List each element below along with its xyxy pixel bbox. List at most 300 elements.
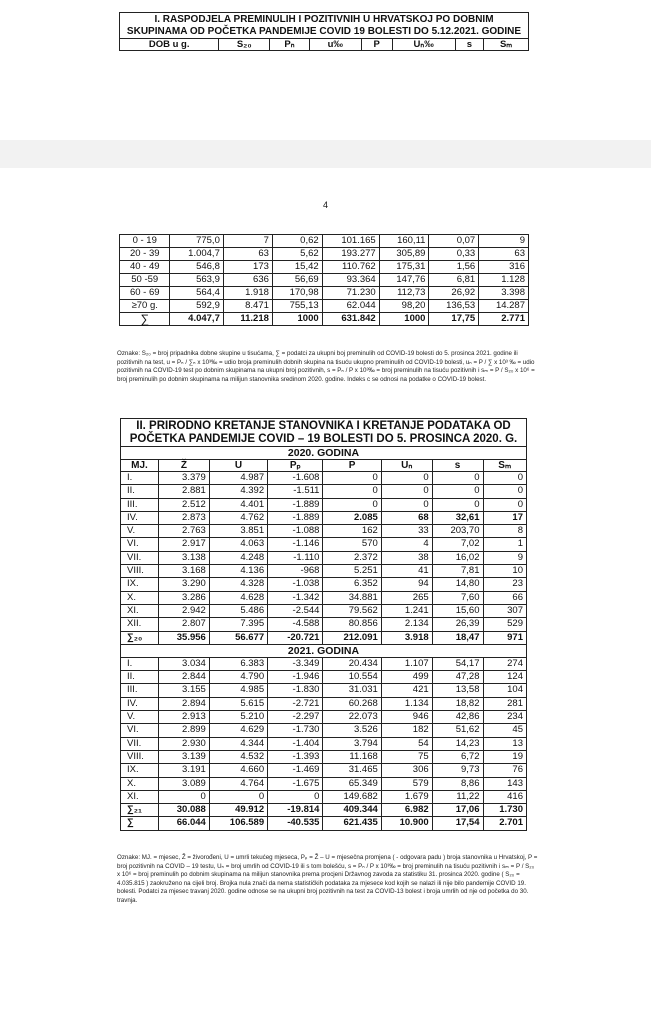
table-cell: 175,31 [379, 261, 429, 274]
table-cell: 2.763 [158, 525, 209, 538]
table-cell: 47,28 [432, 671, 483, 684]
table-cell: 4.987 [209, 472, 267, 485]
table-cell: 20.434 [323, 657, 381, 670]
table-cell: 636 [223, 274, 272, 287]
table-cell: 26,39 [432, 618, 483, 631]
table-cell: 755,13 [272, 300, 322, 313]
table-cell: 1,56 [429, 261, 479, 274]
table-cell: 23 [483, 578, 527, 591]
table-row [121, 538, 527, 551]
table-cell: 26,92 [429, 287, 479, 300]
table-cell: 306 [381, 764, 432, 777]
table-cell: 1 [483, 538, 527, 551]
table-cell: 38 [381, 551, 432, 564]
table-cell: 19 [483, 750, 527, 763]
table-cell: 66 [483, 591, 527, 604]
table-cell: 3.191 [158, 764, 209, 777]
table-cell: 2.873 [158, 511, 209, 524]
table-cell: 31.465 [323, 764, 381, 777]
table-cell: 76 [483, 764, 527, 777]
table-cell: 2.372 [323, 551, 381, 564]
table-cell: 1.004,7 [170, 248, 223, 261]
table-cell: XI. [121, 604, 159, 617]
table-cell: 136,53 [429, 300, 479, 313]
table-cell: 193.277 [322, 248, 379, 261]
table-cell: 0 - 19 [120, 235, 170, 248]
table-cell: 0 [158, 790, 209, 803]
table-cell: 2.942 [158, 604, 209, 617]
table-cell: 4.985 [209, 684, 267, 697]
table-cell: 563,9 [170, 274, 223, 287]
table-cell: 265 [381, 591, 432, 604]
table-cell: 63 [223, 248, 272, 261]
table-cell: -1.730 [268, 724, 323, 737]
table-cell: 42,86 [432, 711, 483, 724]
table-cell: -1.889 [268, 511, 323, 524]
table-cell: X. [121, 591, 159, 604]
table-cell: -3.349 [268, 657, 323, 670]
table-cell: 1.918 [223, 287, 272, 300]
table-cell: 32,61 [432, 511, 483, 524]
table-row [120, 274, 529, 287]
table-cell: 775,0 [170, 235, 223, 248]
table-cell: 3.526 [323, 724, 381, 737]
age-distribution-table [119, 234, 529, 326]
table-cell: 162 [323, 525, 381, 538]
table-cell: 4.248 [209, 551, 267, 564]
table-cell: 5.486 [209, 604, 267, 617]
table-cell: 0 [323, 498, 381, 511]
col-header: S₂₀ [219, 39, 270, 51]
table-cell: 4.063 [209, 538, 267, 551]
table-cell: -1.088 [268, 525, 323, 538]
table-cell: X. [121, 777, 159, 790]
table-cell: 160,11 [379, 235, 429, 248]
table-cell: 0 [381, 472, 432, 485]
table-cell: 971 [483, 631, 527, 644]
table-cell: 1.107 [381, 657, 432, 670]
table-cell: 8,86 [432, 777, 483, 790]
table-cell: 0 [432, 485, 483, 498]
table-cell: -1.469 [268, 764, 323, 777]
table-cell: 2.844 [158, 671, 209, 684]
table-row [120, 235, 529, 248]
table-cell: 3.034 [158, 657, 209, 670]
table-cell: 274 [483, 657, 527, 670]
table-cell: 65.349 [323, 777, 381, 790]
table-cell: 5,62 [272, 248, 322, 261]
header-row [120, 39, 529, 51]
sum-row [121, 804, 527, 817]
table-cell: 51,62 [432, 724, 483, 737]
table-cell: ∑₂₀ [121, 631, 159, 644]
table-cell: 0 [268, 790, 323, 803]
table-cell: 4.047,7 [170, 313, 223, 326]
table-cell: 15,60 [432, 604, 483, 617]
table-cell: 2.913 [158, 711, 209, 724]
table-cell: 6,81 [429, 274, 479, 287]
table-row [121, 618, 527, 631]
table-cell: 4.392 [209, 485, 267, 498]
table-cell: 1000 [272, 313, 322, 326]
table-cell: 11.218 [223, 313, 272, 326]
table-cell: 17,75 [429, 313, 479, 326]
table-cell: 0 [432, 498, 483, 511]
table-cell: 9,73 [432, 764, 483, 777]
table-cell: 3.168 [158, 565, 209, 578]
table-cell: -1.946 [268, 671, 323, 684]
table-cell: 10.554 [323, 671, 381, 684]
table-cell: 14,23 [432, 737, 483, 750]
table-cell: 8 [483, 525, 527, 538]
table-cell: 110.762 [322, 261, 379, 274]
table-cell: 0 [483, 485, 527, 498]
table-cell: 2.807 [158, 618, 209, 631]
table-cell: XI. [121, 790, 159, 803]
table-cell: 80.856 [323, 618, 381, 631]
table-cell: 9 [479, 235, 529, 248]
table-cell: VIII. [121, 750, 159, 763]
table-cell: -1.110 [268, 551, 323, 564]
table-cell: 17,54 [432, 817, 483, 830]
table-cell: VI. [121, 724, 159, 737]
table-cell: 41 [381, 565, 432, 578]
table-row [121, 657, 527, 670]
table-row [121, 511, 527, 524]
table-cell: 570 [323, 538, 381, 551]
table-cell: 592,9 [170, 300, 223, 313]
table-cell: 4.762 [209, 511, 267, 524]
table-cell: 30.088 [158, 804, 209, 817]
table-cell: 4.328 [209, 578, 267, 591]
col-header: Uₙ [381, 460, 432, 472]
table-cell: -1.830 [268, 684, 323, 697]
table-cell: 631.842 [322, 313, 379, 326]
table-cell: 3.138 [158, 551, 209, 564]
table-row [120, 287, 529, 300]
table-cell: 3.155 [158, 684, 209, 697]
table-row [121, 724, 527, 737]
table-cell: 0 [381, 485, 432, 498]
table-cell: I. [121, 472, 159, 485]
table-row [121, 671, 527, 684]
table-cell: III. [121, 498, 159, 511]
table-cell: 149.682 [323, 790, 381, 803]
table-cell: 4.790 [209, 671, 267, 684]
table-cell: III. [121, 684, 159, 697]
population-movement-table [120, 418, 527, 831]
table-cell: 60.268 [323, 697, 381, 710]
table-cell: 3.286 [158, 591, 209, 604]
table-cell: 7,81 [432, 565, 483, 578]
table-cell: 13 [483, 737, 527, 750]
table-row [121, 551, 527, 564]
table-cell: -1.511 [268, 485, 323, 498]
table-cell: -1.146 [268, 538, 323, 551]
table-cell: 14.287 [479, 300, 529, 313]
table-cell: II. [121, 671, 159, 684]
table-cell: 62.044 [322, 300, 379, 313]
table-row [120, 300, 529, 313]
table-cell: -2.544 [268, 604, 323, 617]
table-cell: 529 [483, 618, 527, 631]
table-cell: 3.379 [158, 472, 209, 485]
table-cell: 50 -59 [120, 274, 170, 287]
table-cell: 112,73 [379, 287, 429, 300]
table-cell: -1.038 [268, 578, 323, 591]
table-cell: 45 [483, 724, 527, 737]
table-cell: 2.881 [158, 485, 209, 498]
table-cell: 3.851 [209, 525, 267, 538]
col-header: Sₘ [483, 460, 527, 472]
table-cell: -1.675 [268, 777, 323, 790]
table-cell: 3.290 [158, 578, 209, 591]
table-cell: 4.628 [209, 591, 267, 604]
table-cell: 6,72 [432, 750, 483, 763]
table-cell: ≥70 g. [120, 300, 170, 313]
table-cell: 3.918 [381, 631, 432, 644]
table-cell: 409.344 [323, 804, 381, 817]
table-cell: 281 [483, 697, 527, 710]
year-heading-2020: 2020. GODINA [121, 447, 527, 460]
table-cell: IX. [121, 578, 159, 591]
table-cell: -19.814 [268, 804, 323, 817]
table-cell: 4.344 [209, 737, 267, 750]
col-header: s [432, 460, 483, 472]
table-cell: 316 [479, 261, 529, 274]
table-cell: 34.881 [323, 591, 381, 604]
table-cell: 18,82 [432, 697, 483, 710]
table-cell: 0 [209, 790, 267, 803]
table-cell: 33 [381, 525, 432, 538]
table-row [121, 498, 527, 511]
table-row [121, 525, 527, 538]
header-row [121, 460, 527, 472]
table-cell: 15,42 [272, 261, 322, 274]
col-header: Uₙ‰ [392, 39, 455, 51]
table-cell: 2.771 [479, 313, 529, 326]
table-row [121, 790, 527, 803]
table-row [121, 472, 527, 485]
table-cell: 66.044 [158, 817, 209, 830]
table-cell: 0 [483, 498, 527, 511]
table-cell: 54,17 [432, 657, 483, 670]
table-cell: 16,02 [432, 551, 483, 564]
table-cell: 170,98 [272, 287, 322, 300]
table-cell: 0 [381, 498, 432, 511]
table-cell: 7,02 [432, 538, 483, 551]
col-header: MJ. [121, 460, 159, 472]
table-cell: 147,76 [379, 274, 429, 287]
table-cell: 0 [432, 472, 483, 485]
table-cell: 0,07 [429, 235, 479, 248]
table-cell: 68 [381, 511, 432, 524]
table-cell: 1.679 [381, 790, 432, 803]
table-cell: 307 [483, 604, 527, 617]
table-cell: 10.900 [381, 817, 432, 830]
table-row [121, 697, 527, 710]
table-cell: I. [121, 657, 159, 670]
table-cell: 946 [381, 711, 432, 724]
table-cell: 579 [381, 777, 432, 790]
table-cell: 31.031 [323, 684, 381, 697]
table-row [121, 604, 527, 617]
legend-note-2: Oznake: MJ. = mjesec, Ž = živorođeni, U = umrli tekućeg mjeseca, Pₚ = Ž – U = mjesečna promjena ( - odgovara padu ) broja stanovnika u Hrvatskoj, P = broj pozitivnih na COVID – 19 testu, Uₙ = broj umrlih od COVID-19 ili s tom bolešću, s = Pₙ / P x 10³‰ = broj preminulih na tisuću pozitivnih i sₘ = P / S₂₀ x 10⁶ = broj preminulih po dobnim skupinama na milijun stanovnika prema procjeni Državnog zavoda za statistiku 31. prosinca 2020. godine ( S₂₀ = 4.035.815 ) zaokruženo na cijeli broj. Brojka nula znači da nema statističkih podataka za mjesece kod kojih se nalazi ili nije bilo pandemije COVID 19. bolesti. Podatci za mjesec travanj 2020. godine odnose se na ukupni broj pozitivnih na test za COVID-13 bolest i broja umrlih od nje od početka do 30. travnja. [117, 854, 538, 904]
table-row [120, 248, 529, 261]
table-row [121, 737, 527, 750]
table-cell: 22.073 [323, 711, 381, 724]
table-cell: 2.085 [323, 511, 381, 524]
table-cell: 49.912 [209, 804, 267, 817]
table-cell: 14,80 [432, 578, 483, 591]
table-cell: 305,89 [379, 248, 429, 261]
table-title: I. RASPODJELA PREMINULIH I POZITIVNIH U HRVATSKOJ PO DOBNIM SKUPINAMA OD POČETKA PANDEMIJE COVID 19 BOLESTI DO 5.12.2021. GODINE [120, 13, 529, 39]
page-1 [0, 0, 651, 140]
table-cell: 499 [381, 671, 432, 684]
table-cell: -20.721 [268, 631, 323, 644]
table-cell: 182 [381, 724, 432, 737]
table-cell: 0,62 [272, 235, 322, 248]
table-row [121, 485, 527, 498]
table-cell: 124 [483, 671, 527, 684]
table-cell: 56.677 [209, 631, 267, 644]
page-number: 4 [322, 200, 328, 210]
table-cell: V. [121, 525, 159, 538]
table-cell: 203,70 [432, 525, 483, 538]
table-row [120, 261, 529, 274]
table-cell: 2.917 [158, 538, 209, 551]
table-cell: -1.608 [268, 472, 323, 485]
table-cell: 2.899 [158, 724, 209, 737]
sum-row [121, 817, 527, 830]
table-cell: 3.089 [158, 777, 209, 790]
table-cell: 7 [223, 235, 272, 248]
table-cell: 17,06 [432, 804, 483, 817]
table-row [121, 777, 527, 790]
table-cell: -968 [268, 565, 323, 578]
table-cell: 212.091 [323, 631, 381, 644]
col-header: s [455, 39, 484, 51]
table-cell: 2.134 [381, 618, 432, 631]
col-header: u‰ [309, 39, 361, 51]
table-cell: 564,4 [170, 287, 223, 300]
table-cell: 7.395 [209, 618, 267, 631]
table-row [121, 578, 527, 591]
table-cell: 35.956 [158, 631, 209, 644]
table-cell: 94 [381, 578, 432, 591]
age-distribution-header-table [119, 12, 529, 51]
table-cell: 173 [223, 261, 272, 274]
table-cell: -1.404 [268, 737, 323, 750]
table-cell: II. [121, 485, 159, 498]
table-cell: 143 [483, 777, 527, 790]
table-cell: VII. [121, 737, 159, 750]
table-row [121, 684, 527, 697]
table-cell: 1.730 [483, 804, 527, 817]
legend-note-1: Oznake: S₂₀ = broj pripadnika dobne skupine u tisućama, ∑ = podatci za ukupni boj preminulih od COVID-19 bolesti do 5. prosinca 2021. godine ili pozitivnih na test, u = Pₙ / ∑ₙ x 10³‰ = udio broja preminulih dobnih skupina na tisuću ukupno preminulih od COVID-19 bolesti, uₙ = P / ∑ x 10³ ‰ = udio pozitivnih na COVID-19 test po dobnim skupinama na ukupni broj pozitivnih, s = Pₙ / P x 10³‰ = broj preminulih na tisuću pozitivnih i sₘ = P / S₂₀ x 10⁶ = broj preminulih po dobnim skupinama na milijun stanovnika sredinom 2020. godine. Indeks c se odnosi na podatke o COVID-19 bolest. [117, 350, 535, 383]
table-cell: 1000 [379, 313, 429, 326]
table-cell: 234 [483, 711, 527, 724]
page-2 [0, 168, 651, 1024]
table-cell: 79.562 [323, 604, 381, 617]
table-cell: 63 [479, 248, 529, 261]
col-header: U [209, 460, 267, 472]
table-cell: 9 [483, 551, 527, 564]
sum-row [120, 313, 529, 326]
table-cell: -40.535 [268, 817, 323, 830]
table-cell: 1.134 [381, 697, 432, 710]
table-cell: 6.383 [209, 657, 267, 670]
table-cell: 0 [323, 485, 381, 498]
table-cell: 106.589 [209, 817, 267, 830]
table-cell: 7,60 [432, 591, 483, 604]
table-cell: 3.398 [479, 287, 529, 300]
table-cell: ∑ [120, 313, 170, 326]
col-header: P [361, 39, 392, 51]
table-cell: IX. [121, 764, 159, 777]
table-cell: 2.512 [158, 498, 209, 511]
sum-row [121, 631, 527, 644]
table-cell: 546,8 [170, 261, 223, 274]
col-header: Pₚ [268, 460, 323, 472]
table-cell: 71.230 [322, 287, 379, 300]
table-cell: 18,47 [432, 631, 483, 644]
table-cell: 4.660 [209, 764, 267, 777]
table-cell: VIII. [121, 565, 159, 578]
table-cell: -4.588 [268, 618, 323, 631]
table-cell: 2.701 [483, 817, 527, 830]
table-cell: 4.136 [209, 565, 267, 578]
table-cell: VI. [121, 538, 159, 551]
table-cell: 20 - 39 [120, 248, 170, 261]
table-cell: 10 [483, 565, 527, 578]
table-cell: 4 [381, 538, 432, 551]
table-cell: 1.241 [381, 604, 432, 617]
col-header: Sₘ [484, 39, 529, 51]
table-cell: 5.251 [323, 565, 381, 578]
table-cell: 4.764 [209, 777, 267, 790]
table-row [121, 591, 527, 604]
table-cell: 416 [483, 790, 527, 803]
table-row [121, 711, 527, 724]
table-cell: -1.342 [268, 591, 323, 604]
table-cell: 3.794 [323, 737, 381, 750]
table-cell: -1.393 [268, 750, 323, 763]
table-cell: 5.210 [209, 711, 267, 724]
table-cell: 54 [381, 737, 432, 750]
table-cell: 13,58 [432, 684, 483, 697]
col-header: Ž [158, 460, 209, 472]
table-cell: 2.930 [158, 737, 209, 750]
table-cell: V. [121, 711, 159, 724]
table-cell: 75 [381, 750, 432, 763]
table-cell: -1.889 [268, 498, 323, 511]
table-cell: 4.532 [209, 750, 267, 763]
table-cell: 11.168 [323, 750, 381, 763]
table-cell: 6.352 [323, 578, 381, 591]
table-cell: -2.297 [268, 711, 323, 724]
table-cell: 0,33 [429, 248, 479, 261]
year-heading-2021: 2021. GODINA [121, 644, 527, 657]
table-title: II. PRIRODNO KRETANJE STANOVNIKA I KRETANJE PODATAKA OD POČETKA PANDEMIJE COVID – 19 BOLESTI DO 5. PROSINCA 2020. G. [121, 419, 527, 447]
table-cell: 0 [483, 472, 527, 485]
col-header: P [323, 460, 381, 472]
table-cell: 6.982 [381, 804, 432, 817]
table-cell: 5.615 [209, 697, 267, 710]
table-cell: 3.139 [158, 750, 209, 763]
table-cell: 8.471 [223, 300, 272, 313]
table-cell: ∑ [121, 817, 159, 830]
